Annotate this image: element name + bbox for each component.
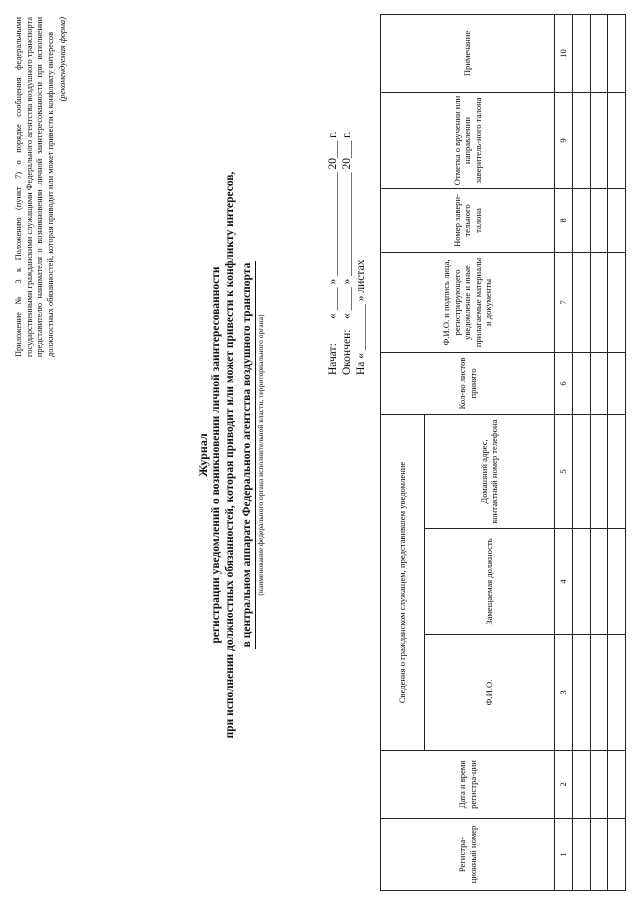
table-cell: [608, 353, 626, 415]
title-line-4: в центральном аппарате Федерального агентства воздушного транспорта: [241, 261, 256, 650]
table-cell: [572, 353, 590, 415]
start-date-row: [326, 35, 340, 375]
table-cell: [572, 751, 590, 819]
col-number: 8: [555, 189, 573, 253]
table-cell: [608, 415, 626, 529]
journal-dates: [326, 35, 368, 375]
table-cell: [608, 751, 626, 819]
empty-row: [590, 15, 608, 891]
col-header-10: Примечание: [381, 15, 555, 93]
end-label: Окончен:: [341, 329, 353, 375]
table-cell: [590, 415, 608, 529]
title-line-5: (наименование федерального органа исполнительной власти, территориального органа): [255, 314, 265, 596]
start-label: Начат:: [327, 343, 339, 375]
title-line-1: Журнал: [196, 433, 210, 477]
col-number: 9: [555, 93, 573, 189]
col-header-6: Кол-во листов принято: [381, 353, 555, 415]
table-cell: [608, 635, 626, 751]
table-cell: [590, 189, 608, 253]
col-number: 2: [555, 751, 573, 819]
table-cell: [590, 635, 608, 751]
table-cell: [572, 415, 590, 529]
appendix-text: Приложение № 3 к Положению (пункт 7) о порядке сообщения федеральными государственными гражданскими служащими Федерального агентства воздушного транспорта представителю нанимателя о возникновении личной заинтересованности при исполнении должностных обязанностей, которая приводит или может привести к конфликту интересов: [14, 17, 55, 357]
col-number: 5: [555, 415, 573, 529]
group-header: Сведения о гражданском служащем, представившем уведомление: [381, 415, 425, 751]
table-cell: [590, 529, 608, 635]
table-cell: [572, 93, 590, 189]
col-number: 6: [555, 353, 573, 415]
col-header-1: Регистра-ционный номер: [381, 819, 555, 891]
empty-row: [608, 15, 626, 891]
journal-title: [196, 25, 266, 885]
col-header-3: Ф.И.О.: [424, 635, 555, 751]
title-line-3: при исполнении должностных обязанностей, которая приводит или может привести к конфликту интересов,: [223, 171, 236, 739]
table-cell: [608, 93, 626, 189]
col-header-9: Отметка о вручении или направлении заверитель-ного талона: [381, 93, 555, 189]
table-cell: [572, 15, 590, 93]
table-cell: [590, 353, 608, 415]
col-number: 7: [555, 253, 573, 353]
col-header-4: Замещаемая должность: [424, 529, 555, 635]
table-cell: [590, 15, 608, 93]
table-cell: [608, 253, 626, 353]
table-cell: [590, 819, 608, 891]
form-note: (рекомендуемая форма): [58, 17, 68, 102]
column-numbers-row: [555, 15, 573, 891]
col-header-8: Номер завери-тельного талона: [381, 189, 555, 253]
col-header-2: Дата и время регистра-ции: [381, 751, 555, 819]
start-value: « ____ » __________________ 20___ г.: [327, 131, 339, 319]
end-value: « ____ » __________________ 20___ г.: [341, 131, 353, 319]
col-number: 10: [555, 15, 573, 93]
table-cell: [608, 15, 626, 93]
col-header-5: Домашний адрес, контактный номер телефона: [424, 415, 555, 529]
table-cell: [608, 529, 626, 635]
end-date-row: [340, 35, 354, 375]
table-cell: [590, 253, 608, 353]
header-row-1: [381, 15, 425, 891]
appendix-note: [14, 17, 69, 357]
empty-row: [572, 15, 590, 891]
table-cell: [590, 93, 608, 189]
col-number: 4: [555, 529, 573, 635]
table-cell: [572, 529, 590, 635]
sheets-row: На « ________ » листах: [355, 259, 367, 375]
registration-table: [380, 14, 626, 891]
col-number: 1: [555, 819, 573, 891]
col-number: 3: [555, 635, 573, 751]
table-cell: [590, 751, 608, 819]
table-cell: [572, 189, 590, 253]
table-cell: [572, 253, 590, 353]
col-header-7: Ф.И.О. и подпись лица, регистрирующего уведомление и иные прилагаемые материалы и документы: [381, 253, 555, 353]
title-line-2: регистрации уведомлений о возникновении личной заинтересованности: [210, 266, 222, 644]
table-cell: [572, 635, 590, 751]
table-cell: [608, 189, 626, 253]
table-cell: [608, 819, 626, 891]
table-cell: [572, 819, 590, 891]
